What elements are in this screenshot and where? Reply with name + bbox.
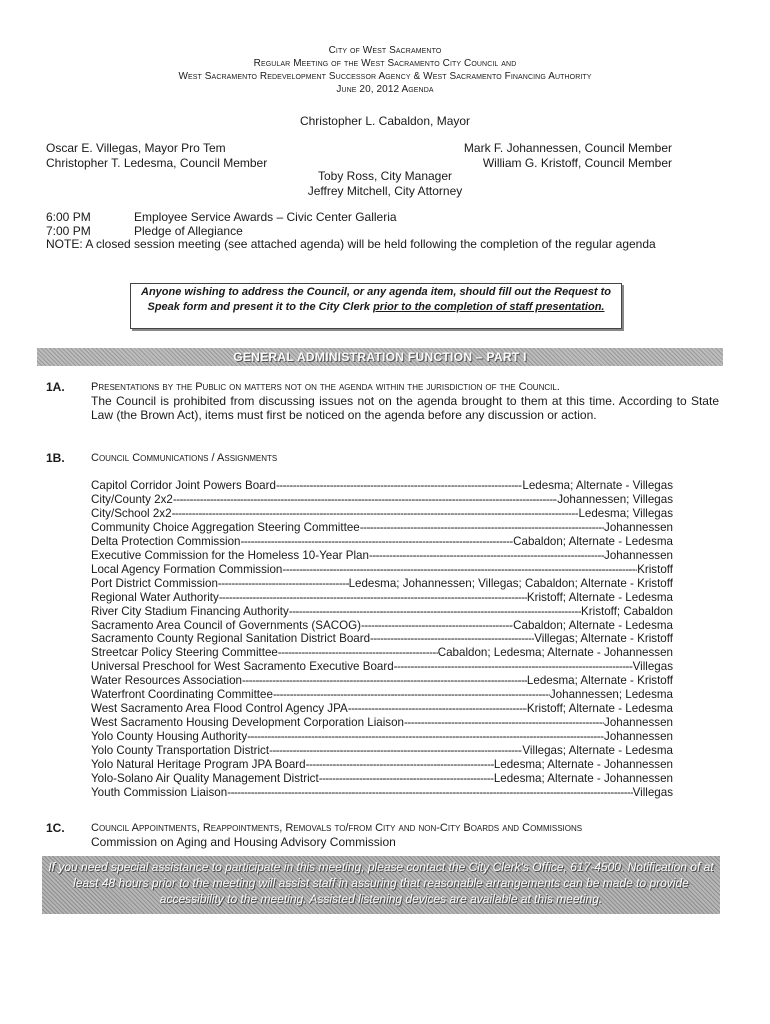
assignment-name: City/County 2x2 (91, 492, 173, 506)
assignment-members: Johannessen (604, 716, 673, 730)
assignment-name: City/School 2x2 (91, 506, 172, 520)
leader-dashes (348, 702, 527, 716)
item-number: 1A. (46, 380, 65, 394)
assignment-row (91, 772, 673, 786)
schedule-time: 7:00 PM (46, 223, 91, 238)
assignment-row (91, 591, 673, 605)
assignment-members: Villegas; Alternate - Kristoff (534, 632, 673, 646)
assignment-members: Ledesma; Alternate - Johannessen (493, 772, 673, 786)
assignment-name: Regional Water Authority (91, 590, 219, 604)
assignment-members: Villegas; Alternate - Ledesma (522, 744, 673, 758)
item-title: Presentations by the Public on matters not on the agenda within the jurisdiction of the Council. (91, 381, 560, 393)
official: William G. Kristoff, Council Member (482, 156, 672, 170)
leader-dashes (273, 688, 550, 702)
assignments-list (91, 479, 673, 800)
leader-dashes (278, 646, 438, 660)
assignment-name: Universal Preschool for West Sacramento Executive Board (91, 660, 394, 674)
assignment-members: Kristoff; Alternate - Ledesma (526, 702, 673, 716)
assignment-row (91, 786, 673, 800)
leader-dashes (218, 577, 349, 591)
assignment-members: Ledesma; Alternate - Villegas (522, 479, 673, 492)
assignment-name: Yolo County Transportation District (91, 744, 270, 758)
leader-dashes (306, 758, 494, 772)
assignment-row (91, 716, 673, 730)
assignment-row (91, 577, 673, 591)
official: Mark F. Johannessen, Council Member (463, 141, 672, 155)
schedule-row (46, 225, 656, 239)
assignment-name: Water Resources Association (91, 674, 242, 688)
assignment-members: Cabaldon; Ledesma; Alternate - Johannessen (437, 646, 673, 660)
schedule-time: 6:00 PM (46, 210, 91, 224)
leader-dashes (172, 507, 579, 521)
assignment-members: Ledesma; Alternate - Johannessen (493, 758, 673, 772)
item-number: 1C. (46, 821, 65, 835)
leader-dashes (394, 660, 633, 674)
assignment-name: West Sacramento Area Flood Control Agency JPA (91, 702, 348, 716)
leader-dashes (319, 772, 494, 786)
assignment-row (91, 632, 673, 646)
item-number: 1B. (46, 451, 65, 465)
assignment-name: Yolo County Housing Authority (91, 730, 248, 744)
assignment-members: Kristoff; Alternate - Ledesma (526, 590, 673, 604)
assignment-row (91, 758, 673, 772)
assignment-name: Capitol Corridor Joint Powers Board (91, 479, 276, 492)
officials-left (46, 141, 267, 171)
header-city: City of West Sacramento (328, 45, 442, 56)
assignment-row (91, 479, 673, 493)
closed-session-note: NOTE: A closed session meeting (see attached agenda) will be held following the completion of the regular agenda (46, 237, 656, 251)
leader-dashes (247, 730, 604, 744)
assignment-row (91, 605, 673, 619)
header-meeting: Regular Meeting of the West Sacramento City Council and (253, 58, 517, 69)
assignment-members: Ledesma; Alternate - Kristoff (526, 674, 673, 688)
schedule-row (46, 211, 656, 225)
leader-dashes (276, 479, 522, 493)
assignment-members: Villegas (632, 785, 673, 799)
assignment-name: Streetcar Policy Steering Committee (91, 646, 278, 660)
assignment-row (91, 674, 673, 688)
assignment-row (91, 646, 673, 660)
assignment-name: Executive Commission for the Homeless 10-Year Plan (91, 548, 369, 562)
assignment-name: Yolo-Solano Air Quality Management District (91, 772, 319, 786)
assignment-name: Delta Protection Commission (91, 534, 241, 548)
assignment-name: Local Agency Formation Commission (91, 562, 283, 576)
assignment-row (91, 535, 673, 549)
header-agencies: West Sacramento Redevelopment Successor Agency & West Sacramento Financing Authority (178, 71, 592, 82)
assignment-row (91, 563, 673, 577)
notice-text: Anyone wishing to address the Council, or any agenda item, should fill out the Request to Speak form and present it to the City Clerk (141, 286, 611, 313)
assignment-row (91, 730, 673, 744)
leader-dashes (241, 535, 514, 549)
request-to-speak-notice (130, 283, 622, 329)
assignment-name: Yolo Natural Heritage Program JPA Board (91, 758, 306, 772)
assignment-members: Johannessen; Ledesma (549, 688, 673, 702)
assignment-row (91, 493, 673, 507)
official: Oscar E. Villegas, Mayor Pro Tem (46, 141, 226, 155)
leader-dashes (369, 549, 604, 563)
leader-dashes (282, 563, 637, 577)
assignment-members: Ledesma; Villegas (578, 506, 673, 520)
leader-dashes (269, 744, 522, 758)
section-band: GENERAL ADMINISTRATION FUNCTION – PART I (37, 348, 723, 366)
header-date: June 20, 2012 Agenda (336, 84, 434, 95)
assignment-row (91, 702, 673, 716)
assignment-name: Sacramento Area Council of Governments (SACOG) (91, 618, 361, 632)
leader-dashes (227, 786, 632, 800)
assignment-members: Cabaldon; Alternate - Ledesma (513, 618, 673, 632)
assignment-name: Community Choice Aggregation Steering Committee (91, 520, 360, 534)
leader-dashes (173, 493, 557, 507)
official: Christopher T. Ledesma, Council Member (46, 156, 268, 170)
assignment-row (91, 521, 673, 535)
leader-dashes (242, 674, 527, 688)
assignment-row (91, 549, 673, 563)
assignment-members: Kristoff; Cabaldon (581, 604, 673, 618)
item-title: Council Appointments, Reappointments, Removals to/from City and non-City Boards and Commissions (91, 822, 583, 834)
assignment-members: Johannessen (604, 520, 673, 534)
official: Toby Ross, City Manager (317, 169, 453, 183)
assignment-row (91, 619, 673, 633)
official: Jeffrey Mitchell, City Attorney (307, 184, 463, 198)
assignment-name: River City Stadium Financing Authority (91, 604, 289, 618)
leader-dashes (360, 521, 604, 535)
assignment-members: Johannessen; Villegas (557, 492, 673, 506)
assignment-members: Kristoff (637, 562, 673, 576)
notice-underlined: prior to the completion of staff presentation. (373, 301, 605, 313)
assignment-row (91, 507, 673, 521)
item-title: Council Communications / Assignments (91, 452, 278, 464)
leader-dashes (370, 632, 534, 646)
assignment-row (91, 660, 673, 674)
mayor-name: Christopher L. Cabaldon, Mayor (299, 114, 471, 128)
assignment-members: Cabaldon; Alternate - Ledesma (513, 534, 673, 548)
assignment-members: Johannessen (604, 548, 673, 562)
schedule-event: Employee Service Awards – Civic Center Galleria (134, 210, 397, 224)
leader-dashes (361, 619, 513, 633)
schedule (46, 211, 656, 252)
assignment-name: Waterfront Coordinating Committee (91, 688, 273, 702)
assignment-members: Ledesma; Johannessen; Villegas; Cabaldon; Alternate - Kristoff (348, 576, 673, 590)
assignment-name: Sacramento County Regional Sanitation District Board (91, 632, 371, 646)
item-text: The Council is prohibited from discussing issues not on the agenda brought to them at this time. According to State Law (the Brown Act), items must first be noticed on the agenda before any discussion or action. (91, 394, 719, 422)
assignment-members: Villegas (632, 660, 673, 674)
leader-dashes (219, 591, 527, 605)
schedule-event: Pledge of Allegiance (134, 223, 243, 238)
assignment-name: Port District Commission (91, 576, 218, 590)
leader-dashes (289, 605, 581, 619)
assignment-name: Youth Commission Liaison (91, 785, 228, 799)
leader-dashes (404, 716, 604, 730)
officials-right (464, 141, 672, 171)
assignment-members: Johannessen (604, 730, 673, 744)
assignment-row (91, 744, 673, 758)
item-text: Commission on Aging and Housing Advisory Commission (91, 835, 396, 849)
officials-center (0, 169, 770, 199)
assignment-row (91, 688, 673, 702)
accessibility-notice: If you need special assistance to participate in this meeting, please contact the City Clerk's Office, 617-4500. Notification of at least 48 hours prior to the meeting will assist staff in assuring that reasonable arrangements can be made to provide accessibility to the meeting. Assisted listening devices are available at this meeting. (42, 856, 720, 914)
assignment-name: West Sacramento Housing Development Corporation Liaison (91, 716, 404, 730)
